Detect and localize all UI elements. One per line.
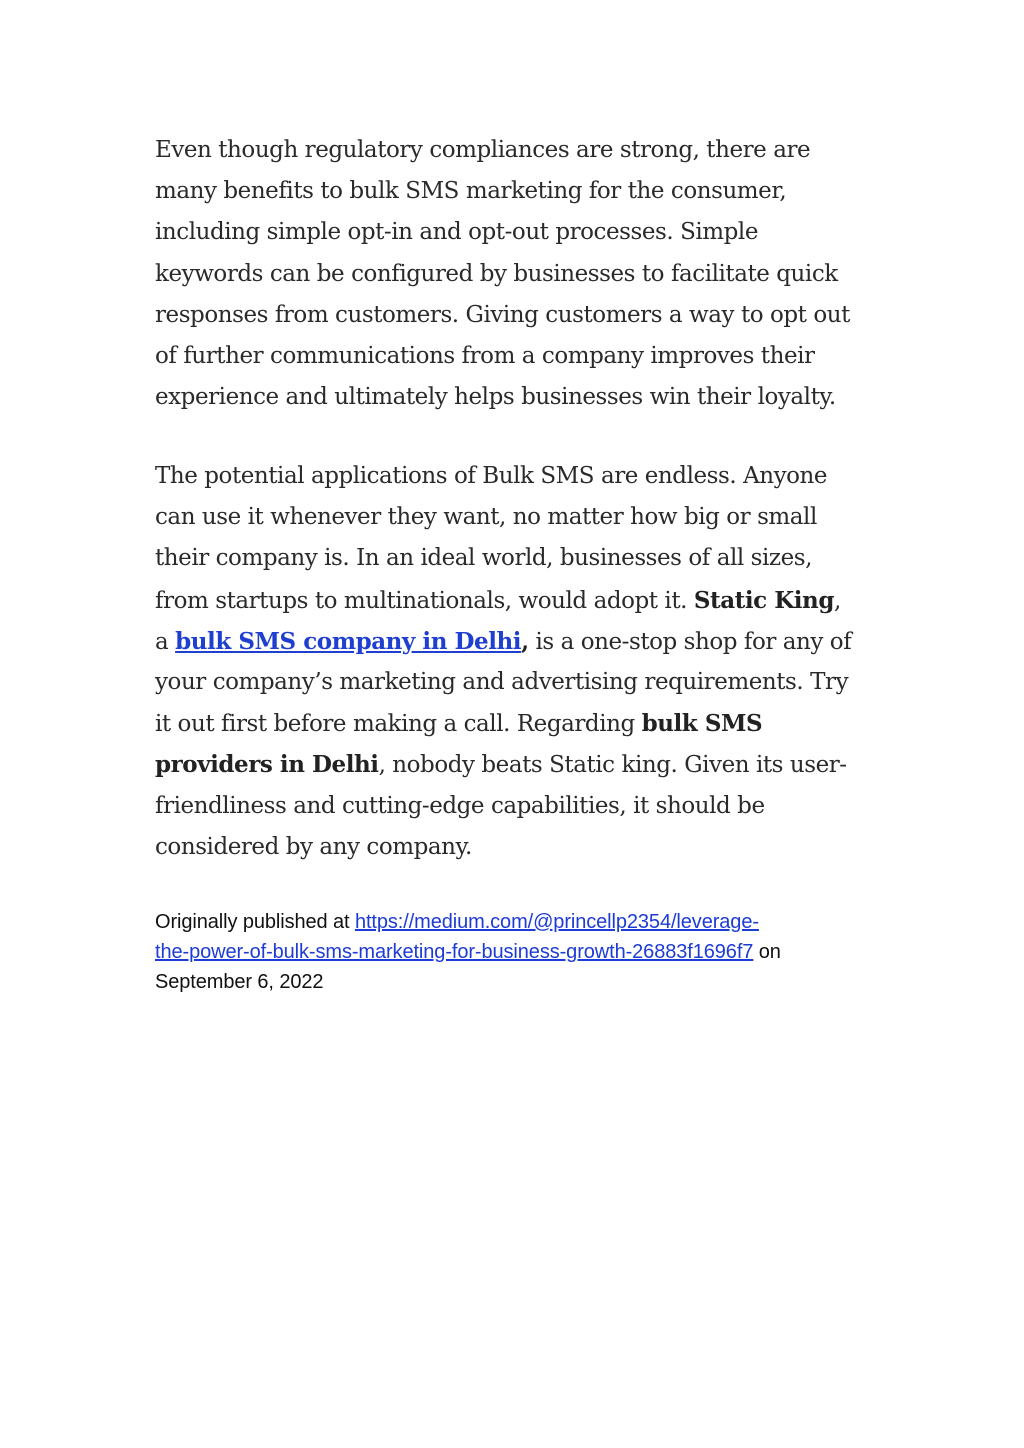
line-text: it out first before making a call. Regarding: [155, 711, 642, 738]
paragraph-line: their company is. In an ideal world, businesses of all sizes,: [155, 545, 812, 572]
line-text: ,: [833, 587, 841, 614]
paragraph-line: friendliness and cutting-edge capabilities, it should be: [155, 792, 765, 819]
paragraph-line: of further communications from a company improves their: [155, 342, 815, 369]
paragraph-line: your company’s marketing and advertising requirements. Try: [155, 668, 849, 695]
paragraph-line: [155, 703, 885, 744]
publication-date: September 6, 2022: [155, 971, 324, 993]
paragraph-compliance: [155, 130, 885, 418]
paragraph-applications: [155, 456, 885, 868]
paragraph-line: considered by any company.: [155, 833, 472, 860]
keyword-bulk-sms: bulk SMS: [641, 710, 763, 738]
footer-suffix: on: [753, 941, 781, 963]
keyword-providers-in-delhi: providers in Delhi: [155, 751, 379, 779]
paragraph-line: many benefits to bulk SMS marketing for the consumer,: [155, 178, 787, 205]
line-text: from startups to multinationals, would adopt it.: [155, 587, 694, 614]
publication-footer: [155, 907, 915, 997]
bulk-sms-company-link[interactable]: bulk SMS company in Delhi: [175, 627, 522, 655]
line-text: , nobody beats Static king. Given its user-: [378, 752, 847, 779]
medium-article-link-part2[interactable]: the-power-of-bulk-sms-marketing-for-business-growth-26883f1696f7: [155, 941, 754, 963]
line-text: a: [155, 628, 176, 655]
line-text: ,: [521, 627, 529, 655]
paragraph-line: keywords can be configured by businesses to facilitate quick: [155, 260, 838, 287]
paragraph-line: responses from customers. Giving customers a way to opt out: [155, 301, 850, 328]
paragraph-line: [155, 744, 885, 785]
footer-line: [155, 907, 915, 937]
paragraph-line: including simple opt-in and opt-out processes. Simple: [155, 219, 759, 246]
brand-name-static-king: Static King: [693, 586, 834, 614]
footer-line: [155, 937, 915, 967]
footer-prefix: Originally published at: [155, 911, 355, 933]
paragraph-line: can use it whenever they want, no matter how big or small: [155, 504, 817, 531]
paragraph-line: [155, 621, 885, 662]
medium-article-link-part1[interactable]: https://medium.com/@princellp2354/leverage-: [354, 911, 759, 933]
paragraph-line: Even though regulatory compliances are strong, there are: [155, 137, 811, 163]
paragraph-line: [155, 580, 885, 621]
paragraph-line: The potential applications of Bulk SMS are endless. Anyone: [155, 463, 828, 489]
line-text: is a one-stop shop for any of: [528, 628, 852, 655]
paragraph-line: experience and ultimately helps businesses win their loyalty.: [155, 384, 836, 411]
